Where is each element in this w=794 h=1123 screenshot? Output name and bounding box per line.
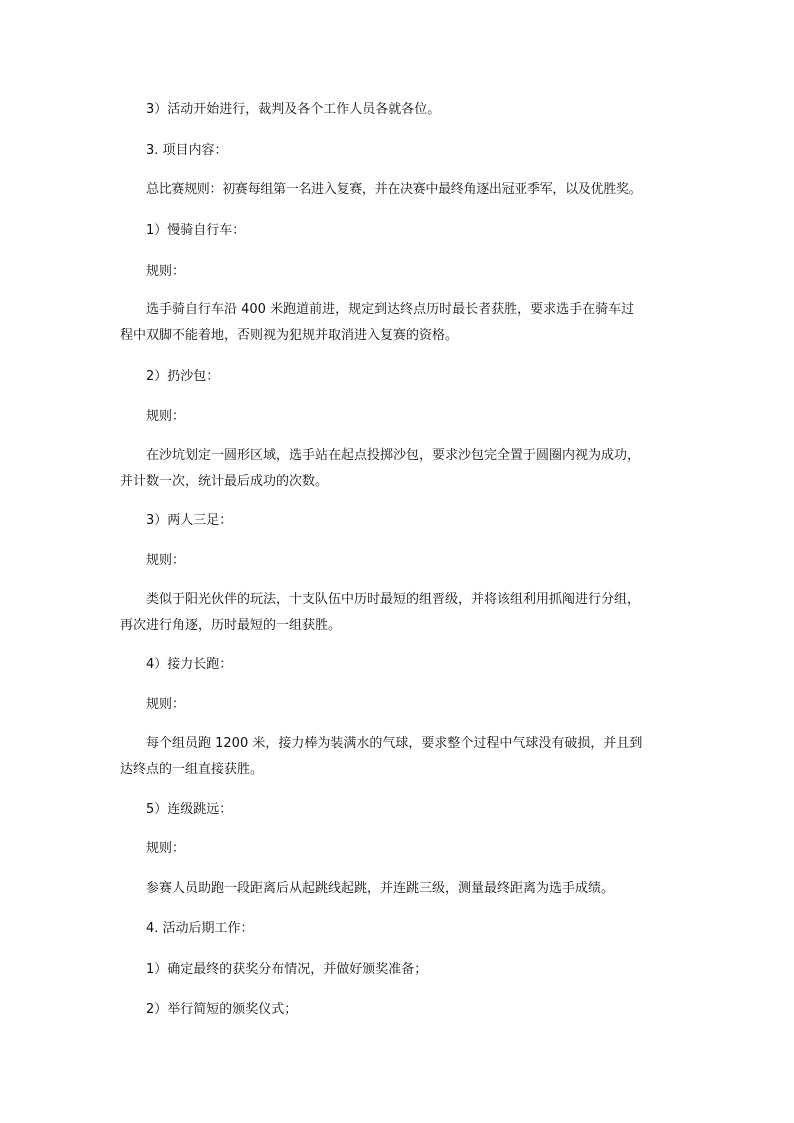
- paragraph-three-legged-rules: 类似于阳光伙伴的玩法，十支队伍中历时最短的组晋级，并将该组利用抓阄进行分组， 再次进行角逐，历时最短的一组获胜。: [120, 592, 641, 633]
- rules-label: 规则：: [146, 841, 186, 856]
- item-heading-triple-jump: 5）连级跳远：: [146, 802, 233, 817]
- paragraph-post-step-2: 2）举行简短的颁奖仪式；: [146, 1002, 298, 1017]
- item-heading-slow-cycling: 1）慢骑自行车：: [146, 223, 246, 238]
- item-heading-relay-run: 4）接力长跑：: [146, 657, 233, 672]
- section-heading-project-content: 3. 项目内容：: [146, 143, 228, 158]
- paragraph-post-step-1: 1）确定最终的获奖分布情况，并做好颁奖准备；: [146, 962, 428, 977]
- rules-label: 规则：: [146, 697, 186, 712]
- item-heading-three-legged: 3）两人三足：: [146, 513, 233, 528]
- paragraph-triple-jump-rules: 参赛人员助跑一段距离后从起跳线起跳，并连跳三级，测量最终距离为选手成绩。: [146, 881, 615, 896]
- paragraph-slow-cycling-rules: 选手骑自行车沿 400 米跑道前进，规定到达终点历时最长者获胜，要求选手在骑车过 程中双脚不能着地，否则视为犯规并取消进入复赛的资格。: [120, 302, 635, 343]
- paragraph-overall-rules: 总比赛规则：初赛每组第一名进入复赛，并在决赛中最终角逐出冠亚季军，以及优胜奖。: [146, 182, 642, 197]
- section-heading-post-activity: 4. 活动后期工作：: [146, 921, 254, 936]
- paragraph-sandbag-rules: 在沙坑划定一圆形区域，选手站在起点投掷沙包，要求沙包完全置于圆圈内视为成功， 并计数一次，统计最后成功的次数。: [120, 448, 641, 489]
- rules-label: 规则：: [146, 409, 186, 424]
- rules-label: 规则：: [146, 264, 186, 279]
- paragraph-relay-rules: 每个组员跑 1200 米，接力棒为装满水的气球，要求整个过程中气球没有破损，并且到 达终点的一组直接获胜。: [120, 736, 643, 777]
- rules-label: 规则：: [146, 553, 186, 568]
- paragraph-step-3-start: 3）活动开始进行，裁判及各个工作人员各就各位。: [146, 102, 441, 117]
- item-heading-sandbag-throw: 2）扔沙包：: [146, 369, 220, 384]
